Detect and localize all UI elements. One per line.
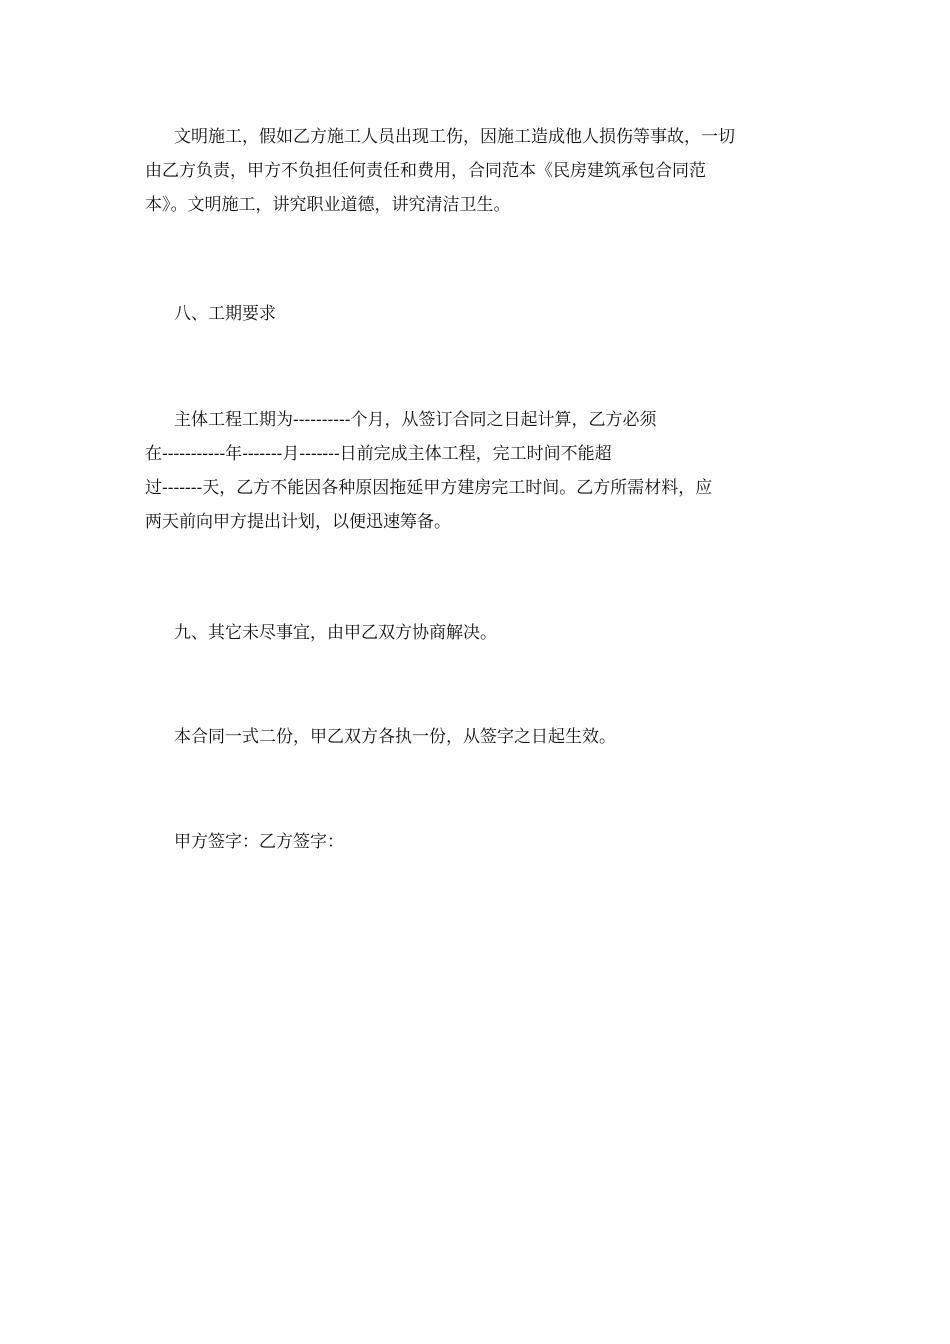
paragraph-line: 本》。文明施工，讲究职业道德，讲究清洁卫生。 (145, 195, 511, 215)
paragraph-line: 两天前向甲方提出计划，以便迅速筹备。 (145, 512, 451, 532)
paragraph-line: 在-----------年-------月-------日前完成主体工程，完工时间不能超 (145, 444, 612, 464)
paragraph-copies: 本合同一式二份，甲乙双方各执一份，从签字之日起生效。 (174, 727, 616, 747)
section-9-text: 九、其它未尽事宜，由甲乙双方协商解决。 (174, 623, 497, 643)
paragraph-civilized-construction (145, 120, 810, 222)
paragraph-line: 文明施工，假如乙方施工人员出现工伤，因施工造成他人损伤等事故，一切 (174, 127, 735, 147)
signature-line: 甲方签字：乙方签字： (174, 832, 344, 852)
section-9-block (145, 616, 810, 650)
section-8-heading-block (145, 297, 810, 331)
paragraph-line: 主体工程工期为----------个月，从签订合同之日起计算，乙方必须 (174, 410, 657, 430)
paragraph-copies-block (145, 720, 810, 754)
signature-block (145, 825, 810, 859)
paragraph-schedule (145, 403, 810, 539)
paragraph-line: 由乙方负责，甲方不负担任何责任和费用，合同范本《民房建筑承包合同范 (145, 161, 706, 181)
section-8-heading: 八、工期要求 (174, 304, 276, 324)
paragraph-line: 过-------天，乙方不能因各种原因拖延甲方建房完工时间。乙方所需材料，应 (145, 478, 713, 498)
